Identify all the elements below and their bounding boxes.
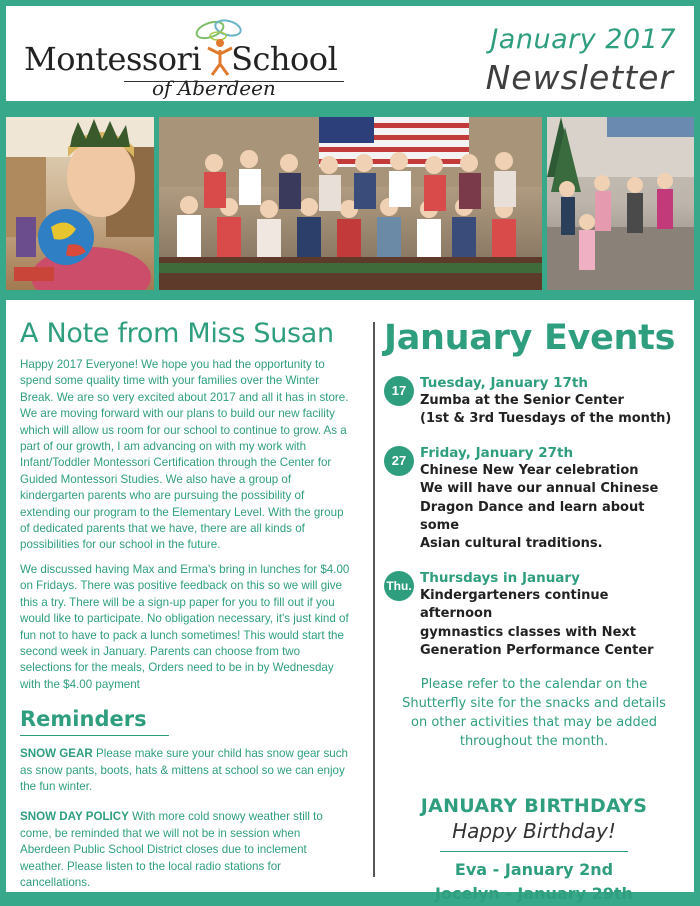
school-logo (24, 14, 354, 100)
event-item (384, 444, 684, 554)
event-line: Asian cultural traditions. (420, 536, 603, 552)
photo-class-performance (159, 117, 542, 290)
photo-children-dancing-art (547, 117, 694, 290)
event-line: Kindergarteners continue afternoon (420, 587, 609, 622)
note-heading: A Note from Miss Susan (20, 318, 334, 349)
event-date-badge: 17 (384, 376, 414, 406)
reminder-snow-day (20, 809, 352, 891)
photo-girl-with-globe (6, 117, 154, 290)
birthdays-subheading: Happy Birthday! (452, 819, 616, 844)
calendar-note: Please refer to the calendar on the Shutterfly site for the snacks and details on other activities that may be added throughout the month. (402, 677, 666, 750)
birthdays-heading: JANUARY BIRTHDAYS (420, 795, 648, 818)
logo-word-right: School (231, 40, 338, 78)
event-item (384, 569, 684, 661)
photo-class-performance-art (159, 117, 542, 290)
event-line: Zumba at the Senior Center (420, 393, 624, 408)
event-line: (1st & 3rd Tuesdays of the month) (420, 411, 672, 427)
event-line: Dragon Dance and learn about some (420, 499, 645, 534)
event-line: gymnastics classes with Next (420, 624, 636, 640)
reminder-snow-day-title: SNOW DAY POLICY (20, 810, 129, 824)
events-heading: January Events (384, 318, 676, 358)
content-panel (6, 300, 694, 904)
newsletter-title: Newsletter (485, 58, 674, 97)
event-date: Tuesday, January 17th (420, 375, 588, 391)
note-paragraph-2: We discussed having Max and Erma's bring in lunches for $4.00 on Fridays. There was positive feedback on this so we will give this a try. There will be a sign-up paper for you to fill out if you would like to participate. No obligation necessary, it's just kind of fun not to have to pack a lunch sometimes! This would start the second week in January. Parents can choose from two selections for the meals, Orders need to be in by Wednesday with the $4.00 payment (20, 562, 350, 691)
header (6, 6, 694, 101)
event-date-badge: Thu. (384, 571, 414, 601)
photo-girl-with-globe-art (6, 117, 154, 290)
reminder-snow-day-text: With more cold snowy weather still to come, be reminded that we will not be in session when Aberdeen Public School District closes due to inclement weather. Please listen to the local radio stations for cancellations. (20, 810, 323, 889)
event-item (384, 374, 684, 429)
event-date: Friday, January 27th (420, 444, 574, 461)
reminder-snow-gear-text: Please make sure your child has snow gear such as snow pants, boots, hats & mittens at school so we can enjoy the fun winter. (20, 747, 348, 793)
birthday-name: Eva - January 2nd (454, 860, 614, 880)
reminder-snow-gear (20, 746, 352, 795)
photo-children-dancing (547, 117, 694, 290)
reminders-heading: Reminders (20, 707, 169, 736)
event-line: We will have our annual Chinese (420, 481, 659, 497)
column-divider (373, 322, 375, 877)
events-column (384, 318, 684, 906)
birthday-name: Jocelyn - January 29th (435, 884, 633, 904)
event-date-badge: 27 (384, 446, 414, 476)
person-figure-icon (206, 38, 234, 76)
event-line: Generation Performance Center (420, 643, 654, 659)
newsletter-month: January 2017 (490, 24, 676, 55)
note-paragraph-1: Happy 2017 Everyone! We hope you had the opportunity to spend some quality time with your families over the Winter Break. We are so very excited about 2017 and all it has in store. We are moving forward with our plans to build our new facility which will allow us room for our school to continue to grow. As a part of our growth, I am advancing on with my work with Infant/Toddler Montessori Certification through the Center for Guided Montessori Studies. We also have a group of kindergarten parents who are pursuing the possibility of extending our program to the Elementary Level. With the group of dedicated parents that we have, there are all kinds of possibilities for our school in the future. (20, 358, 349, 552)
birthdays-divider (440, 851, 628, 852)
logo-text (24, 40, 337, 78)
logo-word-left: Montessori (24, 40, 202, 78)
event-line: Chinese New Year celebration (420, 462, 639, 478)
event-date: Thursdays in January (420, 569, 580, 586)
note-column (20, 318, 352, 905)
reminder-snow-gear-title: SNOW GEAR (20, 747, 93, 761)
logo-subtitle: of Aberdeen (152, 76, 276, 100)
